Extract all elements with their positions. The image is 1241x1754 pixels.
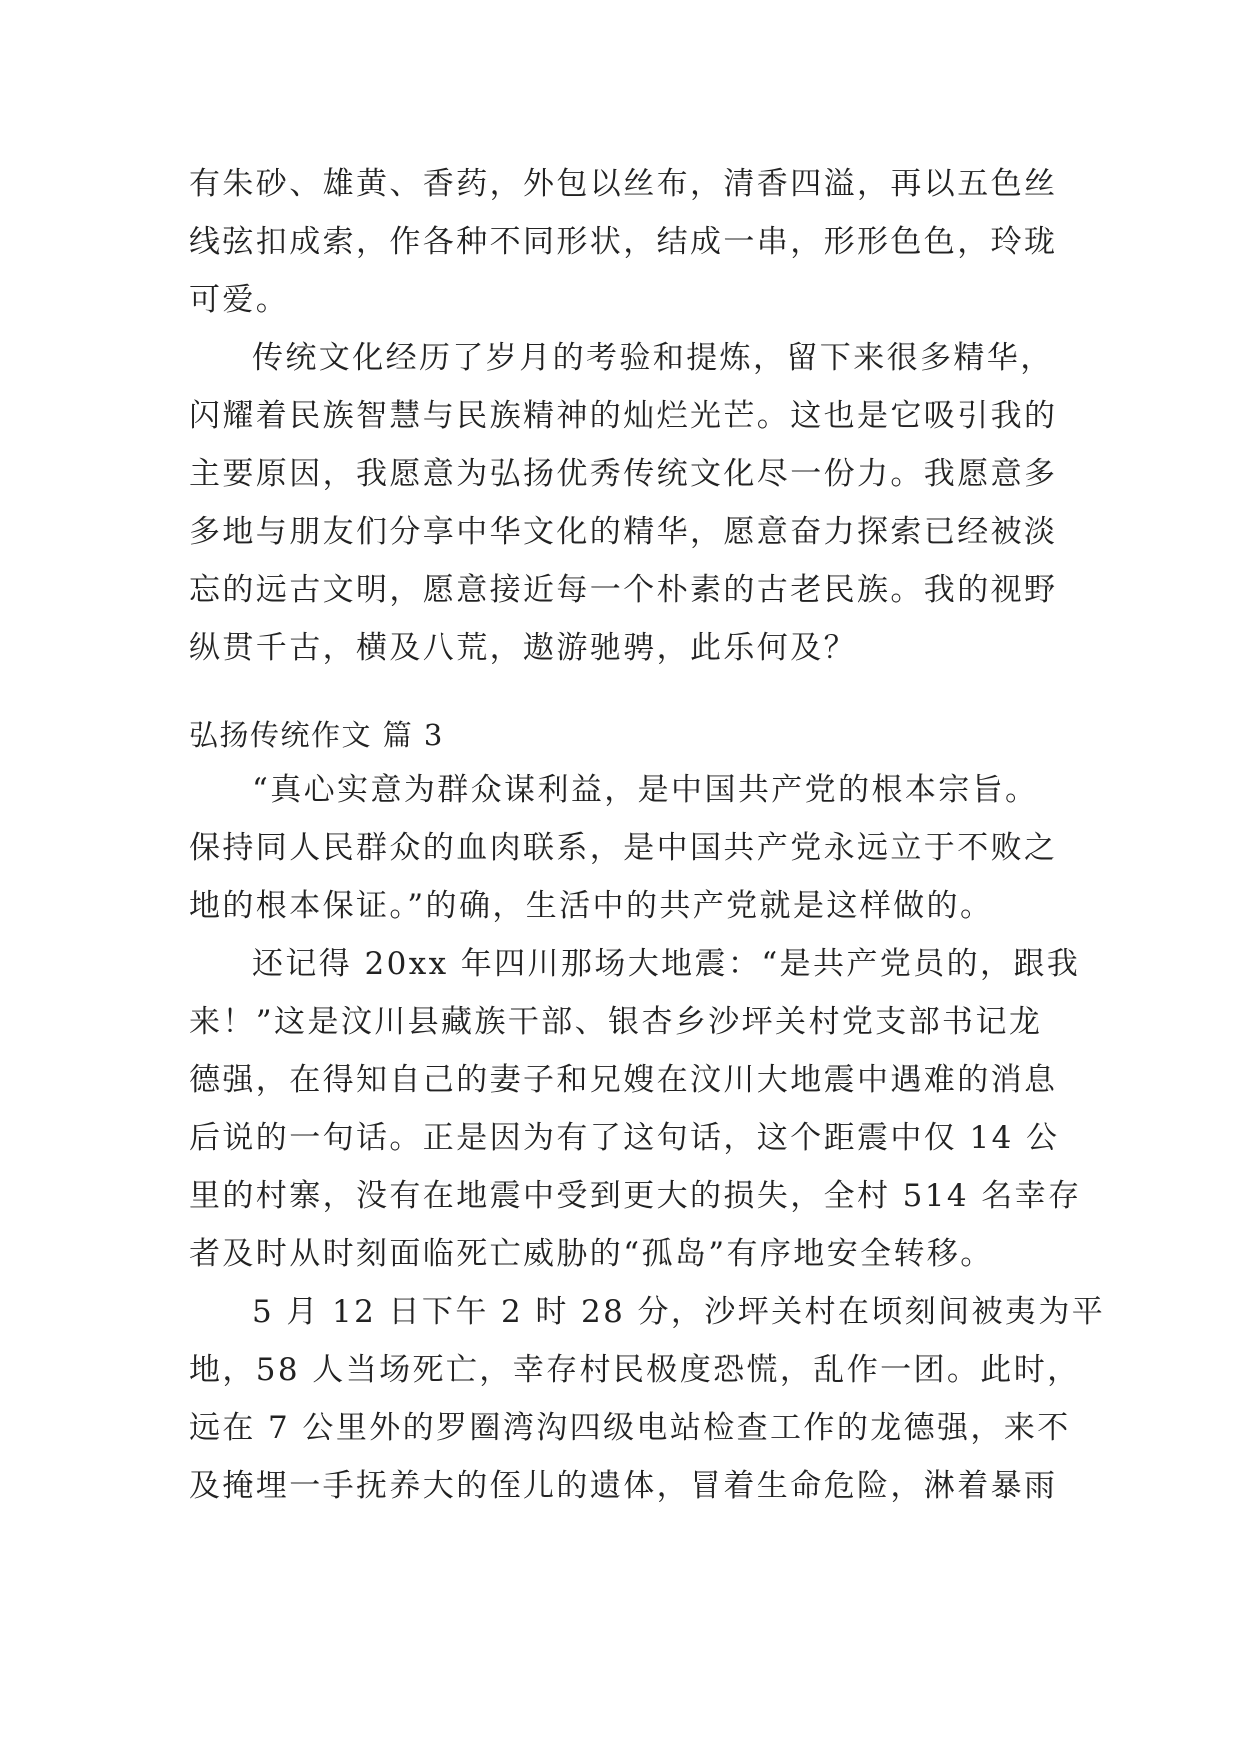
text-line: 还记得 20xx 年四川那场大地震：“是共产党员的，跟我 xyxy=(252,946,1081,982)
text-line: 线弦扣成索，作各种不同形状，结成一串，形形色色，玲珑 xyxy=(189,224,1058,260)
text-line: 来！”这是汶川县藏族干部、银杏乡沙坪关村党支部书记龙 xyxy=(189,1004,1043,1040)
section-heading: 弘扬传统作文 篇 3 xyxy=(189,718,444,752)
text-line: 远在 7 公里外的罗圈湾沟四级电站检查工作的龙德强，来不 xyxy=(189,1410,1071,1446)
paragraph-5 xyxy=(189,1283,1106,1515)
paragraph-2 xyxy=(189,329,1069,677)
section-spacer xyxy=(189,677,1069,709)
text-line: 忘的远古文明，愿意接近每一个朴素的古老民族。我的视野 xyxy=(189,572,1058,608)
document-body xyxy=(189,155,1106,1515)
text-line: 保持同人民群众的血肉联系，是中国共产党永远立于不败之 xyxy=(189,830,1058,866)
text-line: 可爱。 xyxy=(189,282,290,318)
paragraph-1 xyxy=(189,155,1069,329)
text-line: 纵贯千古，横及八荒，遨游驰骋，此乐何及？ xyxy=(189,630,857,666)
text-line: 里的村寨，没有在地震中受到更大的损失，全村 514 名幸存 xyxy=(189,1178,1082,1214)
text-line: 有朱砂、雄黄、香药，外包以丝布，清香四溢，再以五色丝 xyxy=(189,166,1058,202)
text-line: 德强，在得知自己的妻子和兄嫂在汶川大地震中遇难的消息 xyxy=(189,1062,1058,1098)
text-line: 地的根本保证。”的确，生活中的共产党就是这样做的。 xyxy=(189,888,994,924)
text-line: 主要原因，我愿意为弘扬优秀传统文化尽一份力。我愿意多 xyxy=(189,456,1058,492)
paragraph-4 xyxy=(189,935,1082,1283)
text-line: 地，58 人当场死亡，幸存村民极度恐慌，乱作一团。此时， xyxy=(189,1352,1081,1388)
text-line: 者及时从时刻面临死亡威胁的“孤岛”有序地安全转移。 xyxy=(189,1236,994,1272)
text-line: 及掩埋一手抚养大的侄儿的遗体，冒着生命危险，淋着暴雨 xyxy=(189,1468,1058,1504)
text-line: 5 月 12 日下午 2 时 28 分，沙坪关村在顷刻间被夷为平 xyxy=(252,1294,1106,1330)
text-line: 后说的一句话。正是因为有了这句话，这个距震中仅 14 公 xyxy=(189,1120,1060,1156)
paragraph-3 xyxy=(189,761,1069,935)
text-line: “真心实意为群众谋利益，是中国共产党的根本宗旨。 xyxy=(252,772,1039,808)
text-line: 传统文化经历了岁月的考验和提炼，留下来很多精华， xyxy=(252,340,1054,376)
text-line: 闪耀着民族智慧与民族精神的灿烂光芒。这也是它吸引我的 xyxy=(189,398,1058,434)
text-line: 多地与朋友们分享中华文化的精华，愿意奋力探索已经被淡 xyxy=(189,514,1058,550)
